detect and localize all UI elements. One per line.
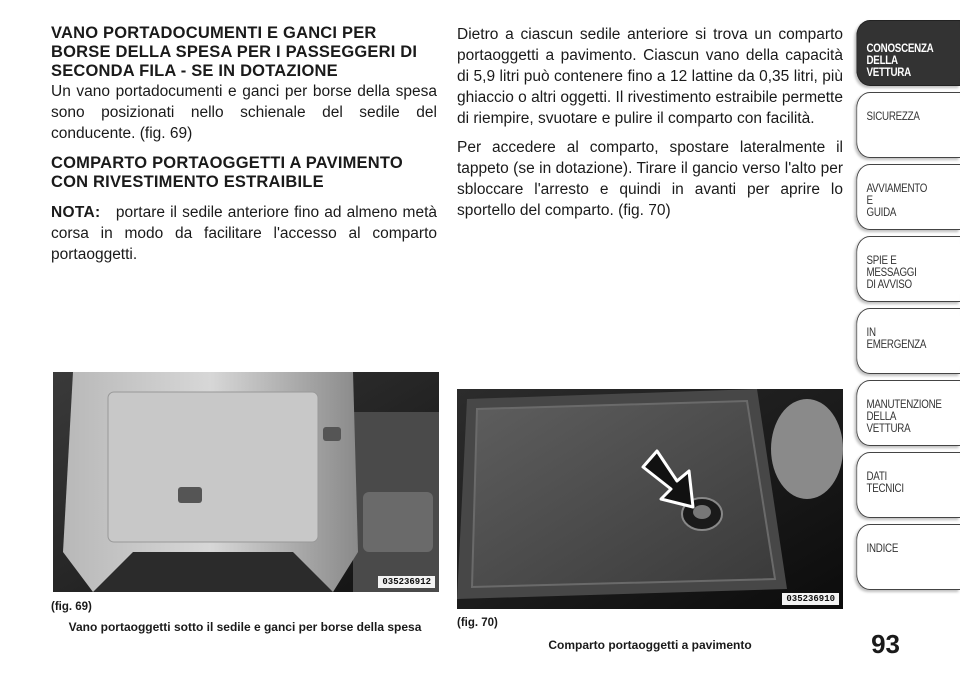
tab-avviamento-guida[interactable]: AVVIAMENTO E GUIDA bbox=[856, 164, 960, 230]
figure-69-ref: (fig. 69) bbox=[51, 601, 92, 613]
figure-69-caption: Vano portaoggetti sotto il sedile e ganci per borse della spesa bbox=[68, 620, 422, 634]
tab-conoscenza-vettura[interactable]: CONOSCENZA DELLA VETTURA bbox=[856, 20, 960, 86]
nota-paragraph bbox=[51, 202, 437, 265]
tab-indice[interactable]: INDICE bbox=[856, 524, 960, 590]
nota-text: portare il sedile anteriore fino ad almeno metà corsa in modo da facilitare l'accesso al comparto portaoggetti. bbox=[51, 204, 438, 263]
tab-spie-messaggi[interactable]: SPIE E MESSAGGI DI AVVISO bbox=[856, 236, 960, 302]
tab-manutenzione[interactable]: MANUTENZIONE DELLA VETTURA bbox=[856, 380, 960, 446]
figure-69-code: 035236912 bbox=[378, 576, 435, 588]
chapter-tabs bbox=[856, 20, 960, 596]
tab-sicurezza[interactable]: SICUREZZA bbox=[856, 92, 960, 158]
paragraph-vano-portadocumenti: Un vano portadocumenti e ganci per borse della spesa sono posizionati nello schienale del sedile del conducente. (fig. 69) bbox=[51, 83, 437, 142]
heading-vano-portadocumenti: VANO PORTADOCUMENTI E GANCI PER BORSE DELLA SPESA PER I PASSEGGERI DI SECONDA FILA - SE IN DOTAZIONE bbox=[51, 24, 418, 80]
page-number: 93 bbox=[871, 629, 900, 659]
tab-dati-tecnici[interactable]: DATI TECNICI bbox=[856, 452, 960, 518]
figure-69-seatback-image bbox=[53, 372, 439, 592]
figure-70-caption: Comparto portaoggetti a pavimento bbox=[548, 638, 752, 652]
seatback-illustration bbox=[53, 372, 439, 592]
heading-comparto-pavimento: COMPARTO PORTAOGGETTI A PAVIMENTO CON RIVESTIMENTO ESTRAIBILE bbox=[51, 154, 403, 191]
figure-70-ref: (fig. 70) bbox=[457, 617, 498, 629]
left-column bbox=[51, 24, 437, 265]
tab-emergenza[interactable]: IN EMERGENZA bbox=[856, 308, 960, 374]
right-column bbox=[457, 24, 843, 221]
figure-70-floor-bin-image bbox=[457, 389, 843, 609]
floor-bin-illustration bbox=[457, 389, 843, 609]
nota-label: NOTA: bbox=[51, 204, 101, 221]
figure-70-code: 035236910 bbox=[782, 593, 839, 605]
paragraph-comparto-descrizione: Dietro a ciascun sedile anteriore si trova un comparto portaoggetti a pavimento. Ciascun vano della capacità di 5,9 litri può contenere fino a 12 lattine da 0,35 litri, più ghiaccio o altri oggetti. Il rivestimento estraibile permette di riempire, svuotare e pulire il comparto con facilità. bbox=[457, 26, 843, 127]
paragraph-comparto-accesso: Per accedere al comparto, spostare lateralmente il tappeto (se in dotazione). Tirare il gancio verso l'alto per sbloccare l'arresto e quindi in avanti per aprire lo sportello del comparto. (fig. 70) bbox=[457, 139, 843, 219]
